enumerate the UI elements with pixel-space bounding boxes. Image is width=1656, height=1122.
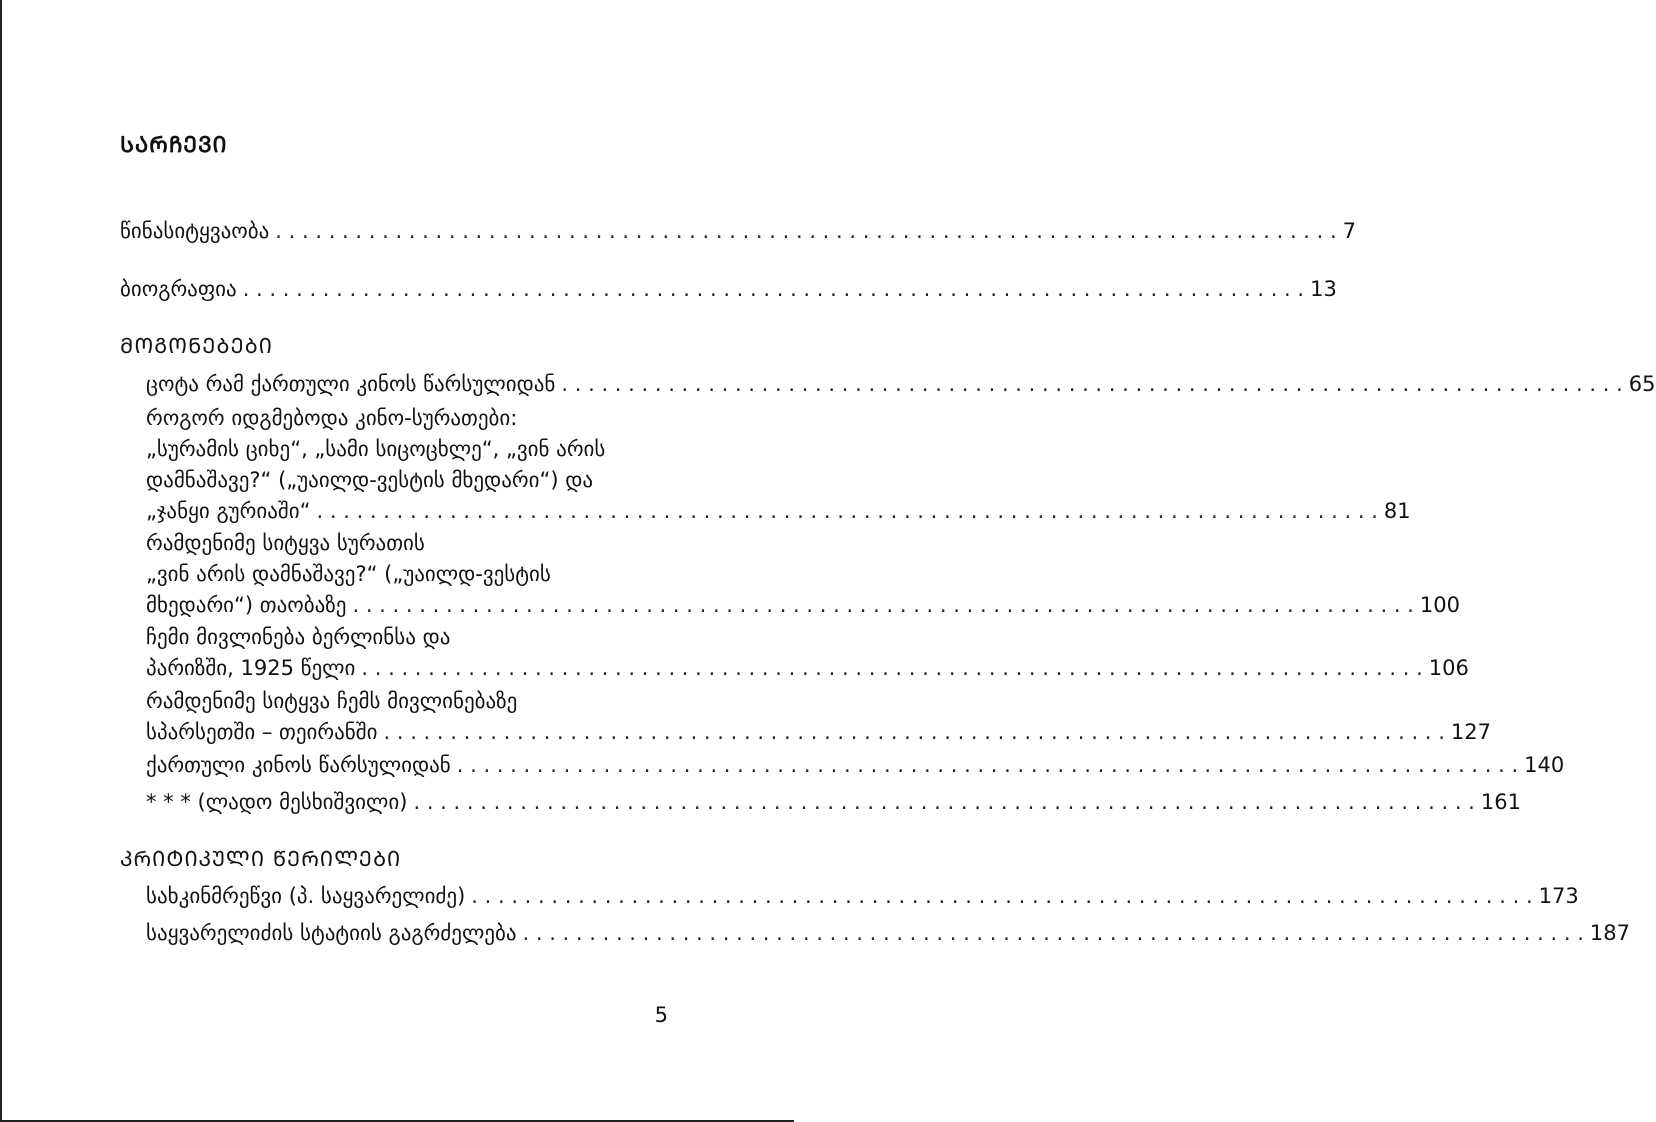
toc-entry-text: ჩემი მივლინება ბერლინსა და xyxy=(146,625,451,649)
toc-entry-text: როგორ იდგმებოდა კინო-სურათები: xyxy=(146,406,518,430)
toc-entry xyxy=(146,750,1565,781)
toc-entry-text: * * * (ლადო მესხიშვილი) xyxy=(146,790,408,814)
toc-entry xyxy=(146,403,1411,527)
toc-entry-text: დამნაშავე?“ („უაილდ-ვესტის მხედარი“) და xyxy=(146,468,594,492)
toc-entry-text: სახკინმრეწვი (პ. საყვარელიძე) xyxy=(146,884,466,908)
page-edge-left xyxy=(0,0,2,1122)
toc-page-number: 81 xyxy=(1383,499,1411,523)
page-title: ᲡᲐᲠᲩᲔᲕᲘ xyxy=(120,133,228,158)
toc-entry-text: ცოტა რამ ქართული კინოს წარსულიდან xyxy=(146,372,556,396)
toc-entry xyxy=(146,686,1491,748)
dot-leader xyxy=(384,720,1445,744)
toc-entry xyxy=(146,881,1579,912)
toc-entry xyxy=(146,918,1630,949)
toc-entry-text: მხედარი“) თაობაზე xyxy=(146,593,347,617)
section-title: ᲛᲝᲒᲝᲜᲔᲑᲔᲑᲘ xyxy=(120,334,273,358)
dot-leader xyxy=(275,219,1336,243)
dot-leader xyxy=(561,372,1622,396)
toc-entry-text: პარიზში, 1925 წელი xyxy=(146,656,356,680)
page-number: 5 xyxy=(654,1003,668,1027)
toc-entry xyxy=(146,369,1656,400)
toc-page-number: 173 xyxy=(1538,884,1579,908)
toc-page-number: 13 xyxy=(1310,277,1337,301)
toc-entry-text: რამდენიმე სიტყვა ჩემს მივლინებაზე xyxy=(146,689,518,713)
toc-entry xyxy=(146,528,1460,621)
toc-entry xyxy=(120,216,1357,247)
toc-entry xyxy=(146,787,1521,818)
toc-entry-text: სპარსეთში – თეირანში xyxy=(146,720,378,744)
toc-entry-text: ქართული კინოს წარსულიდან xyxy=(146,753,451,777)
toc-entry-text: წინასიტყვაობა xyxy=(120,219,270,243)
dot-leader xyxy=(471,884,1532,908)
toc-entry-text: „სურამის ციხე“, „სამი სიცოცხლე“, „ვინ არის xyxy=(146,437,606,461)
toc-page-number: 127 xyxy=(1450,720,1491,744)
toc-entry xyxy=(120,274,1337,305)
toc-entry-text: რამდენიმე სიტყვა სურათის xyxy=(146,531,425,555)
dot-leader xyxy=(317,499,1378,523)
toc-entry-text: „ვინ არის დამნაშავე?“ („უაილდ-ვესტის xyxy=(146,562,551,586)
dot-leader xyxy=(243,277,1304,301)
dot-leader xyxy=(523,921,1584,945)
toc-page-number: 106 xyxy=(1428,656,1469,680)
dot-leader xyxy=(457,753,1518,777)
toc-page-number: 187 xyxy=(1589,921,1630,945)
toc-entry-text: საყვარელიძის სტატიის გაგრძელება xyxy=(146,921,517,945)
toc-entry xyxy=(146,622,1469,684)
toc-page-number: 100 xyxy=(1419,593,1460,617)
toc-entry-text: „ჯანყი გურიაში“ xyxy=(146,499,311,523)
dot-leader xyxy=(413,790,1474,814)
toc-page-number: 140 xyxy=(1524,753,1565,777)
toc-page-number: 65 xyxy=(1628,372,1656,396)
dot-leader xyxy=(361,656,1422,680)
dot-leader xyxy=(352,593,1413,617)
toc-page-number: 161 xyxy=(1480,790,1521,814)
section-title: ᲙᲠᲘᲢᲘᲙᲣᲚᲘ ᲬᲔᲠᲘᲚᲔᲑᲘ xyxy=(120,847,402,871)
toc-entry-text: ბიოგრაფია xyxy=(120,277,237,301)
toc-page-number: 7 xyxy=(1342,219,1357,243)
